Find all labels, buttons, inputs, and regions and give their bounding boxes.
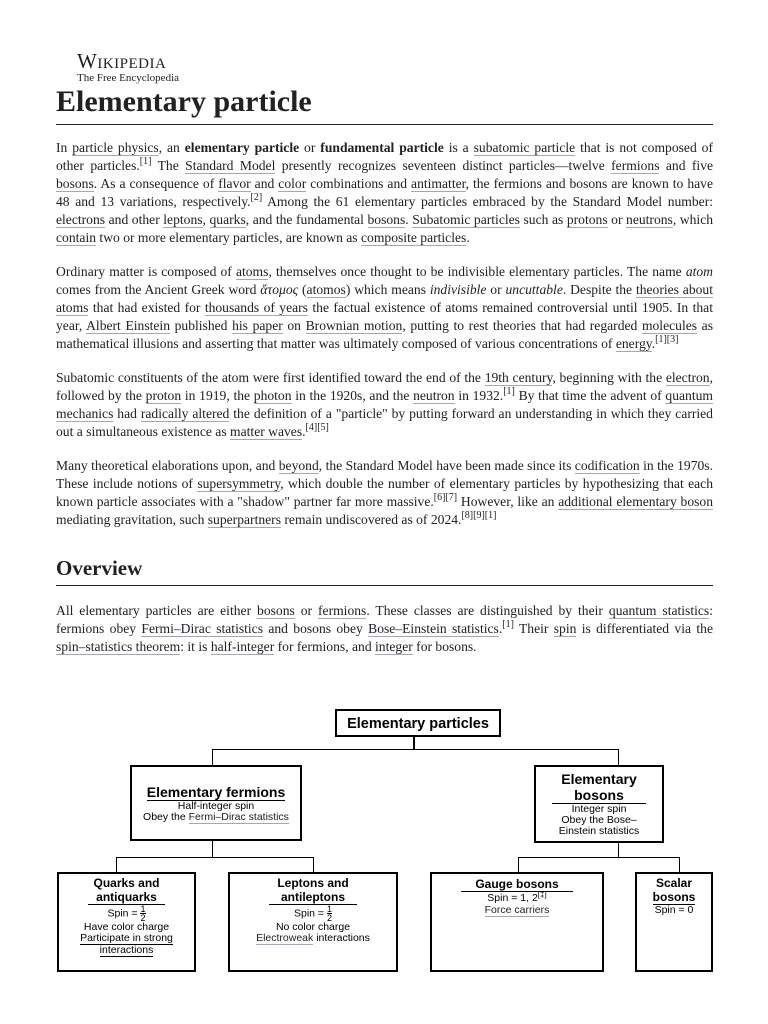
leptons-box: Leptons and antileptons Spin = $\frac{1}{2}$ No color charge Electroweak interactions (228, 872, 398, 972)
link-atomos[interactable]: atomos (306, 282, 346, 297)
link-bosons-2[interactable]: bosons (367, 212, 406, 227)
link-additional-elementary-boson[interactable]: additional elementary boson (558, 494, 714, 509)
section-divider (56, 585, 713, 586)
link-half-integer[interactable]: half-integer (210, 639, 275, 654)
link-fermi-dirac-diagram[interactable]: Fermi–Dirac statistics (188, 811, 289, 823)
gauge-title: Gauge bosons (461, 877, 572, 892)
leptons-title-2: antileptons (269, 890, 357, 905)
link-composite-particles[interactable]: composite particles (361, 230, 467, 245)
link-brownian-motion[interactable]: Brownian motion (305, 318, 403, 333)
link-fermi-dirac-statistics[interactable]: Fermi–Dirac statistics (141, 621, 264, 636)
link-particle-physics[interactable]: particle physics (72, 140, 159, 155)
connector-line (518, 857, 680, 858)
connector-line (116, 857, 117, 873)
paragraph-intro: In particle physics, an elementary particle or fundamental particle is a subatomic particle that is not composed of other particles.[1] The Standard Model presently recognizes seventeen distinct particles—twelve fermions and five bosons. As a consequence of flavor and color combinations and antimatter, the fermions and bosons are known to have 48 and 13 variations, respectively.[2] Among the 61 elementary particles embraced by the Standard Model number: electrons and other leptons, quarks, and the fundamental bosons. Subatomic particles such as protons or neutrons, which contain two or more elementary particles, are known as composite particles. (56, 140, 714, 245)
reference-link[interactable]: [4][5] (305, 422, 329, 433)
connector-line (679, 857, 680, 873)
link-supersymmetry[interactable]: supersymmetry (197, 476, 281, 491)
particle-classification-diagram (56, 706, 713, 966)
link-albert-einstein[interactable]: Albert Einstein (86, 318, 170, 333)
logo-wordmark: Wikipedia (77, 49, 167, 73)
reference-link[interactable]: [1][3] (655, 334, 679, 345)
logo-tagline: The Free Encyclopedia (77, 72, 180, 84)
link-antimatter[interactable]: antimatter (411, 176, 466, 191)
link-energy[interactable]: energy (615, 336, 652, 351)
link-electroweak[interactable]: Electroweak (256, 932, 314, 944)
article-body (56, 139, 713, 672)
link-fermions[interactable]: fermions (611, 158, 660, 173)
connector-line (212, 749, 213, 766)
link-electron[interactable]: electron (665, 370, 710, 385)
link-spin[interactable]: spin (553, 621, 577, 636)
connector-line (212, 840, 213, 857)
link-bose-einstein-statistics[interactable]: Bose–Einstein statistics (368, 621, 499, 636)
scalar-title-2: bosons (652, 890, 696, 904)
link-codification[interactable]: codification (574, 458, 640, 473)
link-force-carriers[interactable]: Force carriers (484, 904, 550, 916)
link-protons[interactable]: protons (566, 212, 608, 227)
link-quarks[interactable]: quarks (209, 212, 246, 227)
connector-line (618, 842, 619, 857)
link-spin-statistics-theorem[interactable]: spin–statistics theorem (56, 639, 181, 654)
link-his-paper[interactable]: his paper (232, 318, 283, 333)
wikipedia-logo[interactable] (77, 50, 179, 84)
page-title: Elementary particle (56, 85, 312, 118)
quarks-title-2: antiquarks (88, 890, 165, 905)
link-molecules[interactable]: molecules (641, 318, 698, 333)
link-color[interactable]: color (278, 176, 307, 191)
link-integer[interactable]: integer (375, 639, 413, 654)
reference-link[interactable]: [1] (502, 619, 514, 630)
reference-link[interactable]: [1] (503, 386, 515, 397)
quarks-box: Quarks and antiquarks Spin = $\frac{1}{2}$ Have color charge Participate in strong interactions (57, 872, 196, 972)
bosons-spin: Integer spin (571, 803, 627, 815)
link-photon[interactable]: photon (253, 388, 292, 403)
root-box (335, 709, 501, 737)
paragraph-theories: Many theoretical elaborations upon, and beyond, the Standard Model have been made since its codification in the 1970s. These include notions of supersymmetry, which double the number of elementary particles by hypothesizing that each known particle associates with a "shadow" partner far more massive.[6][7] However, like an additional elementary boson mediating gravitation, such superpartners remain undiscovered as of 2024.[8][9][1] (56, 458, 714, 527)
link-atoms[interactable]: atoms (235, 264, 269, 279)
link-19th-century[interactable]: 19th century (484, 370, 553, 385)
bosons-title-2: bosons (552, 788, 646, 804)
link-subatomic-particle[interactable]: subatomic particle (473, 140, 576, 155)
connector-line (413, 736, 415, 750)
link-neutron[interactable]: neutron (413, 388, 455, 403)
connector-line (212, 749, 619, 750)
link-electrons[interactable]: electrons (56, 212, 106, 227)
scalar-title-1: Scalar (655, 876, 693, 890)
reference-link[interactable]: [2] (250, 192, 263, 203)
fermions-spin: Half-integer spin (177, 800, 255, 812)
connector-line (313, 857, 314, 873)
footnote-mark[interactable]: [‡] (537, 890, 547, 899)
link-bosons-overview[interactable]: bosons (257, 603, 295, 618)
reference-link[interactable]: [8][9][1] (461, 510, 497, 521)
scalar-spin: Spin = 0 (654, 904, 694, 916)
link-contain[interactable]: contain (56, 230, 97, 245)
link-proton[interactable]: proton (145, 388, 182, 403)
link-leptons[interactable]: leptons (163, 212, 203, 227)
link-subatomic-particles[interactable]: Subatomic particles (412, 212, 520, 227)
link-matter-waves[interactable]: matter waves (230, 424, 303, 439)
link-quantum-statistics[interactable]: quantum statistics (608, 603, 710, 618)
bosons-title-1: Elementary (561, 771, 637, 787)
quarks-title-1: Quarks and (93, 876, 160, 890)
reference-link[interactable]: [1] (139, 156, 152, 167)
scalar-bosons-box (635, 872, 713, 972)
link-standard-model[interactable]: Standard Model (185, 158, 276, 173)
bosons-box: Elementary bosons Integer spin Obey the Bose– Einstein statistics (534, 765, 664, 843)
reference-link[interactable]: [6][7] (433, 492, 458, 503)
section-heading-overview: Overview (56, 556, 143, 580)
link-thousands-of-years[interactable]: thousands of years (204, 300, 308, 315)
root-title: Elementary particles (347, 716, 489, 732)
connector-line (518, 857, 519, 873)
link-flavor[interactable]: flavor (218, 176, 251, 191)
link-fermions-overview[interactable]: fermions (318, 603, 367, 618)
link-superpartners[interactable]: superpartners (207, 512, 281, 527)
link-theories-about-atoms[interactable]: theories about atoms (56, 282, 714, 315)
link-quantum-mechanics[interactable]: quantum mechanics (56, 388, 713, 421)
fermions-title: Elementary fermions (146, 784, 286, 800)
link-neutrons[interactable]: neutrons (626, 212, 673, 227)
paragraph-overview: All elementary particles are either bosons or fermions. These classes are distinguished by their quantum statistics: fermions obey Fermi–Dirac statistics and bosons obey Bose–Einstein statistics.[1] Their spin is differentiated via the spin–statistics theorem: it is half-integer for fermions, and integer for bosons. (56, 603, 714, 654)
link-bosons[interactable]: bosons (56, 176, 94, 191)
leptons-title-1: Leptons and (277, 876, 349, 890)
connector-line (116, 857, 314, 858)
fermions-box: Elementary fermions Half-integer spin Obey the Fermi–Dirac statistics (130, 765, 302, 841)
title-divider (56, 124, 713, 125)
gauge-bosons-box: Gauge bosons Spin = 1, 2[‡] Force carriers (430, 872, 604, 972)
paragraph-constituents: Subatomic constituents of the atom were first identified toward the end of the 19th century, beginning with the electron, followed by the proton in 1919, the photon in the 1920s, and the neutron in 1932.[1] By that time the advent of quantum mechanics had radically altered the definition of a "particle" by putting forward an understanding in which they carried out a simultaneous existence as matter waves.[4][5] (56, 370, 714, 439)
link-radically-altered[interactable]: radically altered (140, 406, 230, 421)
link-beyond[interactable]: beyond (278, 458, 319, 473)
paragraph-atoms: Ordinary matter is composed of atoms, themselves once thought to be indivisible elementary particles. The name atom comes from the Ancient Greek word ἄτομος (atomos) which means indivisible or uncuttable. Despite the theories about atoms that had existed for thousands of years the factual existence of atoms remained controversial until 1905. In that year, Albert Einstein published his paper on Brownian motion, putting to rest theories that had regarded molecules as mathematical illusions and asserting that matter was ultimately composed of various concentrations of energy.[1][3] (56, 264, 714, 351)
connector-line (618, 749, 619, 766)
